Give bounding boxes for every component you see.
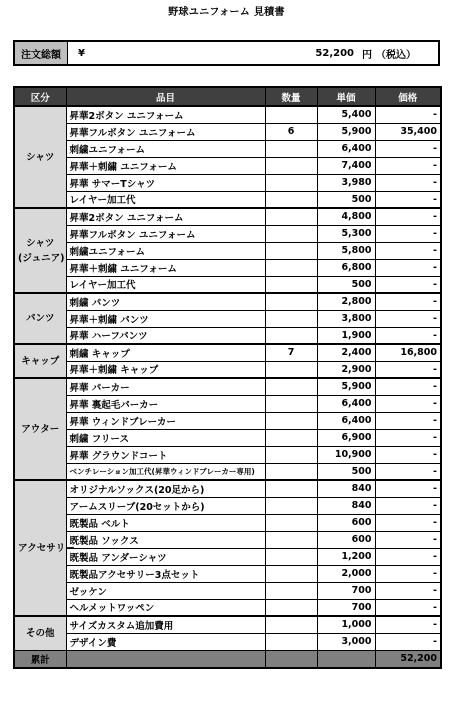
price-cell: - bbox=[375, 327, 441, 344]
total-value: 52,200 bbox=[375, 650, 441, 668]
currency-symbol: ¥ bbox=[78, 47, 85, 59]
header-item: 品目 bbox=[66, 87, 265, 106]
quantity-cell[interactable] bbox=[265, 531, 317, 548]
unit-price-cell: 7,400 bbox=[317, 157, 375, 174]
price-cell: - bbox=[375, 565, 441, 582]
quantity-cell[interactable] bbox=[265, 463, 317, 480]
category-cell: アクセサリー bbox=[14, 480, 66, 616]
price-cell: - bbox=[375, 106, 441, 123]
estimate-table bbox=[13, 86, 442, 669]
item-name-cell: 昇華 ウィンドブレーカー bbox=[66, 412, 265, 429]
price-cell: - bbox=[375, 310, 441, 327]
quantity-cell[interactable] bbox=[265, 293, 317, 310]
unit-price-cell: 3,980 bbox=[317, 174, 375, 191]
price-cell: - bbox=[375, 599, 441, 616]
unit-price-cell: 3,000 bbox=[317, 633, 375, 650]
table-row bbox=[14, 633, 441, 650]
item-name-cell: 昇華＋刺繍 パンツ bbox=[66, 310, 265, 327]
price-cell: - bbox=[375, 361, 441, 378]
price-cell: - bbox=[375, 208, 441, 225]
unit-price-cell: 6,400 bbox=[317, 395, 375, 412]
quantity-cell[interactable] bbox=[265, 582, 317, 599]
table-row bbox=[14, 514, 441, 531]
item-name-cell: ヘルメットワッペン bbox=[66, 599, 265, 616]
price-cell: - bbox=[375, 174, 441, 191]
item-name-cell: 昇華フルボタン ユニフォーム bbox=[66, 225, 265, 242]
quantity-cell[interactable] bbox=[265, 378, 317, 395]
quantity-cell[interactable] bbox=[265, 565, 317, 582]
item-name-cell: 既製品 ソックス bbox=[66, 531, 265, 548]
price-cell: 35,400 bbox=[375, 123, 441, 140]
table-row bbox=[14, 548, 441, 565]
unit-price-cell: 10,900 bbox=[317, 446, 375, 463]
table-row bbox=[14, 310, 441, 327]
quantity-cell[interactable] bbox=[265, 616, 317, 633]
quantity-cell[interactable] bbox=[265, 395, 317, 412]
quantity-cell[interactable] bbox=[265, 429, 317, 446]
price-cell: - bbox=[375, 259, 441, 276]
quantity-cell[interactable] bbox=[265, 327, 317, 344]
table-row bbox=[14, 293, 441, 310]
unit-price-cell: 2,400 bbox=[317, 344, 375, 361]
quantity-cell[interactable] bbox=[265, 480, 317, 497]
unit-price-cell: 500 bbox=[317, 276, 375, 293]
table-row bbox=[14, 225, 441, 242]
price-cell: - bbox=[375, 429, 441, 446]
price-cell: - bbox=[375, 412, 441, 429]
price-cell: - bbox=[375, 191, 441, 208]
table-row bbox=[14, 582, 441, 599]
item-name-cell: オリジナルソックス(20足から) bbox=[66, 480, 265, 497]
quantity-cell[interactable]: 6 bbox=[265, 123, 317, 140]
quantity-cell[interactable] bbox=[265, 242, 317, 259]
item-name-cell: 昇華 ハーフパンツ bbox=[66, 327, 265, 344]
item-name-cell: 刺繍 フリース bbox=[66, 429, 265, 446]
price-cell: - bbox=[375, 480, 441, 497]
table-row bbox=[14, 531, 441, 548]
unit-price-cell: 6,900 bbox=[317, 429, 375, 446]
price-cell: - bbox=[375, 378, 441, 395]
category-cell: シャツ bbox=[14, 106, 66, 208]
unit-price-cell: 700 bbox=[317, 599, 375, 616]
quantity-cell[interactable] bbox=[265, 599, 317, 616]
unit-price-cell: 600 bbox=[317, 531, 375, 548]
item-name-cell: 昇華フルボタン ユニフォーム bbox=[66, 123, 265, 140]
table-row bbox=[14, 378, 441, 395]
total-row bbox=[14, 650, 441, 668]
unit-price-cell: 1,000 bbox=[317, 616, 375, 633]
unit-price-cell: 4,800 bbox=[317, 208, 375, 225]
category-cell: その他 bbox=[14, 616, 66, 650]
item-name-cell: ベンチレーション加工代(昇華ウィンドブレーカー専用) bbox=[66, 463, 265, 480]
table-row bbox=[14, 599, 441, 616]
quantity-cell[interactable] bbox=[265, 514, 317, 531]
unit-price-cell: 600 bbox=[317, 514, 375, 531]
table-row bbox=[14, 395, 441, 412]
price-cell: - bbox=[375, 548, 441, 565]
price-cell: - bbox=[375, 293, 441, 310]
currency-unit: 円 bbox=[362, 49, 372, 61]
table-row bbox=[14, 242, 441, 259]
table-row bbox=[14, 344, 441, 361]
item-name-cell: アームスリーブ(20セットから) bbox=[66, 497, 265, 514]
document-title: 野球ユニフォーム 見積書 bbox=[168, 7, 285, 18]
quantity-cell[interactable] bbox=[265, 412, 317, 429]
table-row bbox=[14, 480, 441, 497]
quantity-cell[interactable] bbox=[265, 548, 317, 565]
item-name-cell: 既製品 ベルト bbox=[66, 514, 265, 531]
header-quantity: 数量 bbox=[265, 87, 317, 106]
item-name-cell: 昇華＋刺繍 キャップ bbox=[66, 361, 265, 378]
table-row bbox=[14, 208, 441, 225]
unit-price-cell: 5,400 bbox=[317, 106, 375, 123]
item-name-cell: 既製品 アンダーシャツ bbox=[66, 548, 265, 565]
quantity-cell[interactable] bbox=[265, 140, 317, 157]
price-cell: - bbox=[375, 514, 441, 531]
item-name-cell: 昇華2ボタン ユニフォーム bbox=[66, 208, 265, 225]
item-name-cell: レイヤー加工代 bbox=[66, 191, 265, 208]
item-name-cell: レイヤー加工代 bbox=[66, 276, 265, 293]
item-name-cell: 昇華＋刺繍 ユニフォーム bbox=[66, 259, 265, 276]
unit-price-cell: 3,800 bbox=[317, 310, 375, 327]
quantity-cell[interactable] bbox=[265, 259, 317, 276]
table-row bbox=[14, 174, 441, 191]
tax-note: （税込） bbox=[376, 49, 416, 61]
unit-price-cell: 2,800 bbox=[317, 293, 375, 310]
quantity-cell[interactable] bbox=[265, 208, 317, 225]
quantity-cell[interactable] bbox=[265, 633, 317, 650]
unit-price-cell: 6,400 bbox=[317, 412, 375, 429]
item-name-cell: 既製品アクセサリー3点セット bbox=[66, 565, 265, 582]
quantity-cell[interactable]: 7 bbox=[265, 344, 317, 361]
price-cell: - bbox=[375, 276, 441, 293]
price-cell: - bbox=[375, 140, 441, 157]
price-cell: 16,800 bbox=[375, 344, 441, 361]
price-cell: - bbox=[375, 446, 441, 463]
item-name-cell: 昇華 パーカー bbox=[66, 378, 265, 395]
table-row bbox=[14, 259, 441, 276]
quantity-cell[interactable] bbox=[265, 361, 317, 378]
item-name-cell: 昇華 グラウンドコート bbox=[66, 446, 265, 463]
item-name-cell: サイズカスタム追加費用 bbox=[66, 616, 265, 633]
price-cell: - bbox=[375, 225, 441, 242]
price-cell: - bbox=[375, 157, 441, 174]
table-row bbox=[14, 327, 441, 344]
total-blank-qty bbox=[265, 650, 317, 668]
unit-price-cell: 6,400 bbox=[317, 140, 375, 157]
item-name-cell: 昇華＋刺繍 ユニフォーム bbox=[66, 157, 265, 174]
item-name-cell: 昇華2ボタン ユニフォーム bbox=[66, 106, 265, 123]
table-row bbox=[14, 157, 441, 174]
table-row bbox=[14, 429, 441, 446]
item-name-cell: 刺繍ユニフォーム bbox=[66, 242, 265, 259]
price-cell: - bbox=[375, 616, 441, 633]
quantity-cell[interactable] bbox=[265, 225, 317, 242]
table-row bbox=[14, 191, 441, 208]
category-cell: パンツ bbox=[14, 293, 66, 344]
table-row bbox=[14, 276, 441, 293]
table-row bbox=[14, 565, 441, 582]
price-cell: - bbox=[375, 531, 441, 548]
item-name-cell: デザイン費 bbox=[66, 633, 265, 650]
order-total-amount: 52,200 bbox=[315, 47, 354, 59]
item-name-cell: 刺繍 キャップ bbox=[66, 344, 265, 361]
table-row bbox=[14, 412, 441, 429]
price-cell: - bbox=[375, 242, 441, 259]
unit-price-cell: 5,300 bbox=[317, 225, 375, 242]
unit-price-cell: 700 bbox=[317, 582, 375, 599]
total-blank-item bbox=[66, 650, 265, 668]
unit-price-cell: 2,900 bbox=[317, 361, 375, 378]
header-unit-price: 単価 bbox=[317, 87, 375, 106]
table-body bbox=[14, 106, 441, 650]
table-header-row bbox=[14, 87, 441, 106]
item-name-cell: 昇華 サマーTシャツ bbox=[66, 174, 265, 191]
header-price: 価格 bbox=[375, 87, 441, 106]
unit-price-cell: 5,900 bbox=[317, 378, 375, 395]
total-blank-unit bbox=[317, 650, 375, 668]
item-name-cell: ゼッケン bbox=[66, 582, 265, 599]
table-row bbox=[14, 497, 441, 514]
unit-price-cell: 5,900 bbox=[317, 123, 375, 140]
unit-price-cell: 1,200 bbox=[317, 548, 375, 565]
order-total-label: 注文総額 bbox=[15, 42, 68, 64]
quantity-cell[interactable] bbox=[265, 310, 317, 327]
quantity-cell[interactable] bbox=[265, 174, 317, 191]
header-category: 区分 bbox=[14, 87, 66, 106]
quantity-cell[interactable] bbox=[265, 191, 317, 208]
item-name-cell: 昇華 裏起毛パーカー bbox=[66, 395, 265, 412]
table-row bbox=[14, 106, 441, 123]
table-row bbox=[14, 123, 441, 140]
order-total-box bbox=[13, 40, 440, 66]
category-cell: キャップ bbox=[14, 344, 66, 378]
price-cell: - bbox=[375, 463, 441, 480]
table-row bbox=[14, 140, 441, 157]
item-name-cell: 刺繍ユニフォーム bbox=[66, 140, 265, 157]
category-cell: アウター bbox=[14, 378, 66, 480]
quantity-cell[interactable] bbox=[265, 106, 317, 123]
quantity-cell[interactable] bbox=[265, 497, 317, 514]
unit-price-cell: 2,000 bbox=[317, 565, 375, 582]
unit-price-cell: 500 bbox=[317, 463, 375, 480]
price-cell: - bbox=[375, 633, 441, 650]
table-row bbox=[14, 463, 441, 480]
price-cell: - bbox=[375, 395, 441, 412]
total-label: 累計 bbox=[14, 650, 66, 668]
price-cell: - bbox=[375, 582, 441, 599]
category-cell: シャツ (ジュニア) bbox=[14, 208, 66, 293]
item-name-cell: 刺繍 パンツ bbox=[66, 293, 265, 310]
quantity-cell[interactable] bbox=[265, 276, 317, 293]
unit-price-cell: 840 bbox=[317, 497, 375, 514]
price-cell: - bbox=[375, 497, 441, 514]
unit-price-cell: 6,800 bbox=[317, 259, 375, 276]
table-row bbox=[14, 361, 441, 378]
unit-price-cell: 840 bbox=[317, 480, 375, 497]
unit-price-cell: 500 bbox=[317, 191, 375, 208]
unit-price-cell: 1,900 bbox=[317, 327, 375, 344]
quantity-cell[interactable] bbox=[265, 446, 317, 463]
table-row bbox=[14, 446, 441, 463]
table-row bbox=[14, 616, 441, 633]
quantity-cell[interactable] bbox=[265, 157, 317, 174]
unit-price-cell: 5,800 bbox=[317, 242, 375, 259]
